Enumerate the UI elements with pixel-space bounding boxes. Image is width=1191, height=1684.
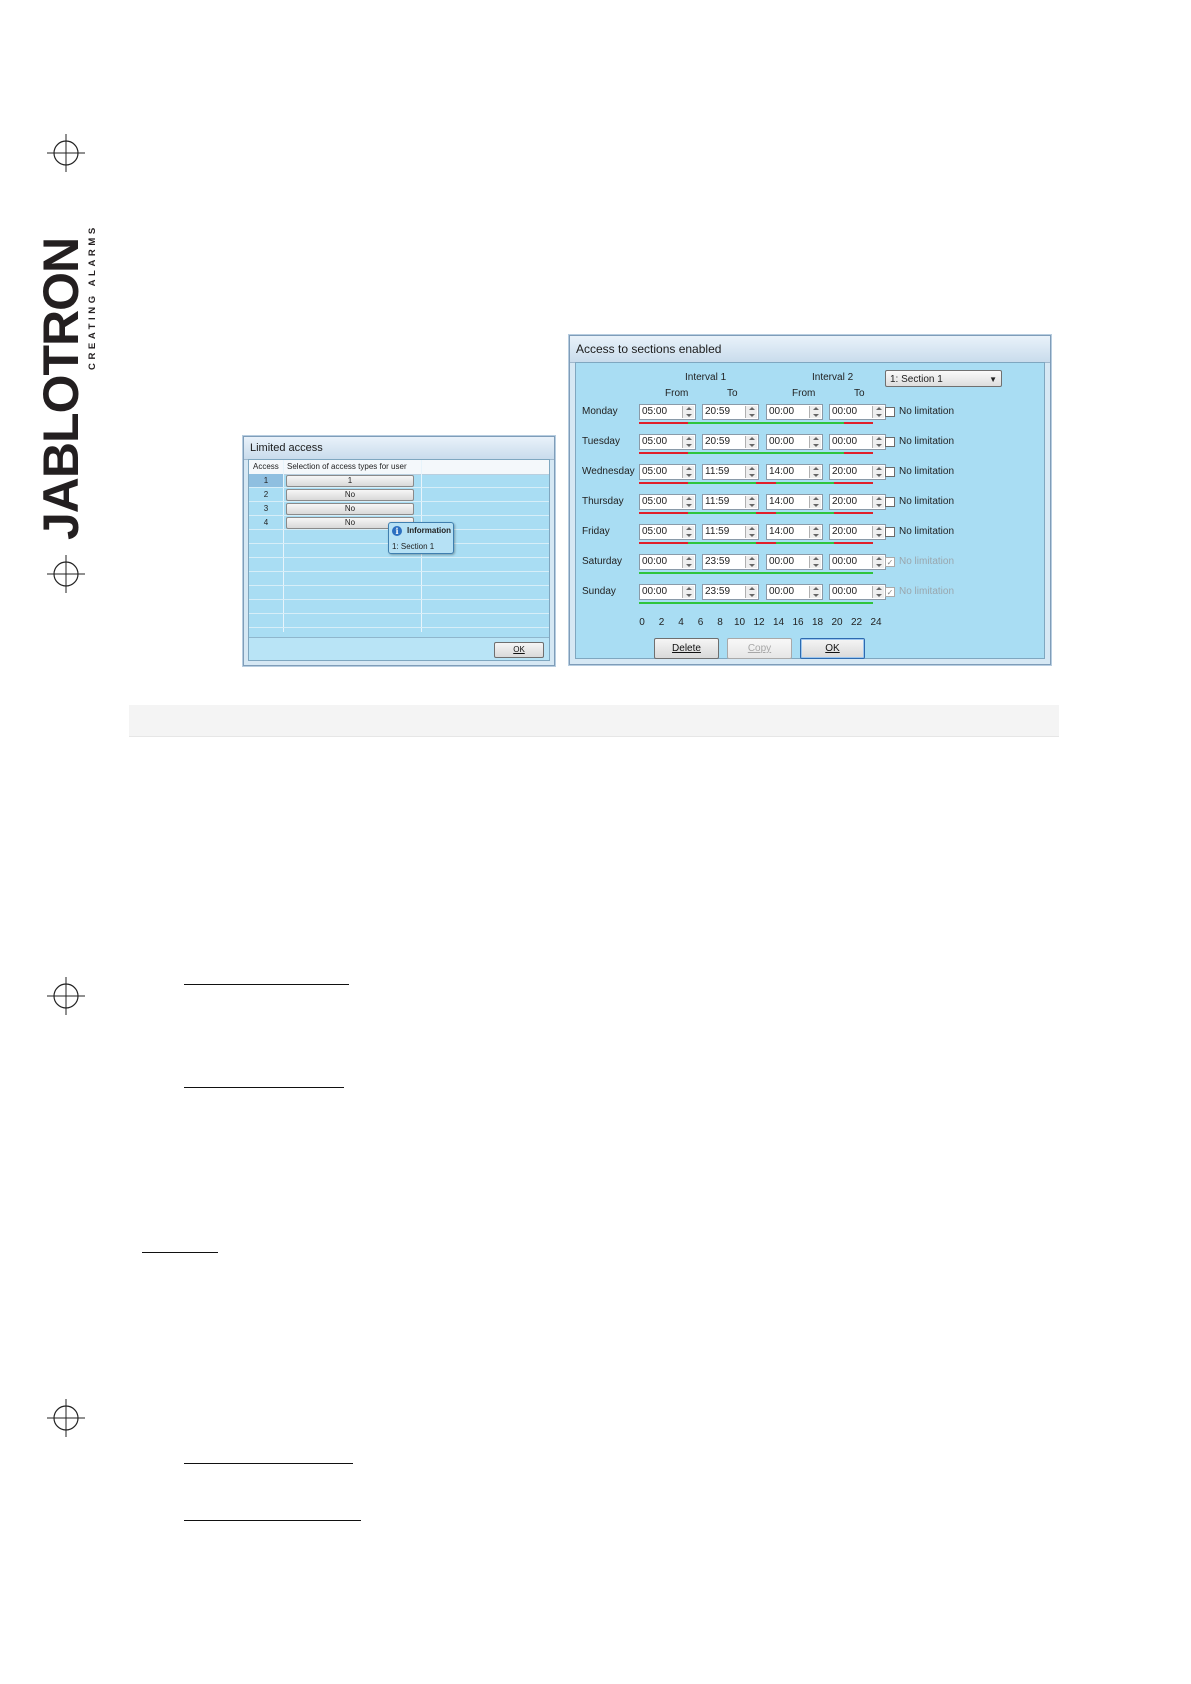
blocked-segment bbox=[639, 542, 688, 544]
access-grid bbox=[249, 460, 549, 632]
logo-wordmark: JABLOTRON bbox=[33, 237, 89, 540]
registration-mark-3 bbox=[47, 977, 85, 1015]
registration-mark-2 bbox=[47, 555, 85, 593]
registration-mark-4 bbox=[47, 1399, 85, 1437]
day-timeline bbox=[639, 602, 873, 604]
blocked-segment bbox=[756, 482, 776, 484]
interval1-from-header: From bbox=[665, 388, 689, 399]
time-field-t2[interactable]: 20:00 bbox=[829, 464, 886, 480]
spinner-icon[interactable] bbox=[745, 556, 757, 568]
interval2-from-header: From bbox=[792, 388, 816, 399]
day-label: Tuesday bbox=[582, 436, 620, 447]
spinner-icon[interactable] bbox=[682, 436, 694, 448]
no-limitation-checkbox[interactable]: ✓ bbox=[886, 558, 894, 567]
access-sections-title: Access to sections enabled bbox=[570, 336, 1050, 363]
table-row bbox=[249, 572, 549, 586]
access-type-button[interactable]: 1 bbox=[286, 475, 414, 487]
limited-access-title: Limited access bbox=[244, 437, 554, 460]
no-limitation-label: No limitation bbox=[899, 436, 955, 447]
access-number[interactable]: 1 bbox=[249, 474, 283, 487]
spinner-icon[interactable] bbox=[872, 436, 884, 448]
blocked-segment bbox=[639, 482, 688, 484]
registration-mark-1 bbox=[47, 134, 85, 172]
spinner-icon[interactable] bbox=[872, 406, 884, 418]
no-limitation-checkbox[interactable]: ✓ bbox=[886, 588, 894, 597]
hour-tick: 14 bbox=[772, 617, 785, 628]
time-field-t2[interactable]: 20:00 bbox=[829, 524, 886, 540]
no-limitation-label: No limitation bbox=[899, 526, 955, 537]
time-field-f1[interactable]: 05:00 bbox=[639, 524, 696, 540]
time-field-f2[interactable]: 00:00 bbox=[766, 434, 823, 450]
time-field-f2[interactable]: 14:00 bbox=[766, 494, 823, 510]
spinner-icon[interactable] bbox=[809, 466, 821, 478]
time-field-t1[interactable]: 11:59 bbox=[702, 494, 759, 510]
access-number[interactable]: 3 bbox=[263, 504, 269, 513]
limited-access-footer bbox=[249, 637, 549, 660]
interval1-header: Interval 1 bbox=[685, 372, 727, 383]
hour-tick: 12 bbox=[753, 617, 765, 628]
time-field-t1[interactable]: 11:59 bbox=[702, 524, 759, 540]
tooltip-text: 1: Section 1 bbox=[392, 542, 435, 551]
no-limitation-label: No limitation bbox=[899, 496, 955, 507]
day-timeline bbox=[639, 422, 873, 424]
day-timeline bbox=[639, 542, 873, 544]
no-limitation-checkbox[interactable] bbox=[885, 437, 895, 447]
spinner-icon[interactable] bbox=[809, 496, 821, 508]
tooltip-title: Information bbox=[407, 526, 451, 535]
no-limitation-checkbox[interactable] bbox=[885, 527, 895, 537]
no-limitation-label: No limitation bbox=[899, 406, 955, 417]
schedule-panel bbox=[575, 362, 1045, 659]
time-field-t1[interactable]: 20:59 bbox=[702, 434, 759, 450]
hour-tick: 8 bbox=[717, 617, 723, 628]
access-type-button[interactable]: No bbox=[286, 503, 414, 515]
time-field-t1[interactable]: 23:59 bbox=[702, 554, 759, 570]
blocked-segment bbox=[844, 452, 873, 454]
limited-access-grid-area bbox=[248, 459, 550, 661]
spinner-icon[interactable] bbox=[745, 406, 757, 418]
table-row bbox=[249, 558, 549, 572]
delete-button[interactable]: Delete bbox=[654, 638, 719, 659]
spinner-icon[interactable] bbox=[872, 556, 884, 568]
hour-tick: 22 bbox=[850, 617, 863, 628]
spinner-icon[interactable] bbox=[872, 586, 884, 598]
day-label: Monday bbox=[582, 406, 618, 417]
access-type-button[interactable]: No bbox=[286, 517, 414, 529]
blocked-segment bbox=[834, 512, 873, 514]
day-timeline bbox=[639, 512, 873, 514]
spinner-icon[interactable] bbox=[682, 406, 694, 418]
underline-rule bbox=[184, 1087, 344, 1088]
time-field-t2[interactable]: 00:00 bbox=[829, 404, 886, 420]
hour-tick: 10 bbox=[733, 617, 746, 628]
blocked-segment bbox=[639, 422, 688, 424]
time-field-f2[interactable]: 00:00 bbox=[766, 554, 823, 570]
spinner-icon[interactable] bbox=[745, 496, 757, 508]
underline-rule bbox=[184, 984, 349, 985]
access-number[interactable]: 2 bbox=[263, 490, 269, 499]
day-label: Friday bbox=[582, 526, 610, 537]
blocked-segment bbox=[834, 542, 873, 544]
table-row bbox=[249, 474, 549, 488]
time-field-f1[interactable]: 05:00 bbox=[639, 494, 696, 510]
blocked-segment bbox=[756, 512, 776, 514]
no-limitation-label: No limitation bbox=[899, 586, 955, 597]
logo-tagline: CREATING ALARMS bbox=[87, 224, 98, 370]
hour-tick: 2 bbox=[658, 617, 665, 628]
spinner-icon[interactable] bbox=[809, 436, 821, 448]
column-selection: Selection of access types for user bbox=[287, 462, 407, 471]
underline-rule bbox=[184, 1463, 353, 1464]
info-icon: i bbox=[392, 526, 402, 536]
hour-tick: 20 bbox=[831, 617, 843, 628]
copy-button[interactable]: Copy bbox=[727, 638, 792, 659]
interval2-to-header: To bbox=[854, 388, 865, 399]
spinner-icon[interactable] bbox=[809, 556, 821, 568]
time-field-f1[interactable]: 00:00 bbox=[639, 584, 696, 600]
spinner-icon[interactable] bbox=[872, 496, 884, 508]
hour-tick: 0 bbox=[639, 617, 645, 628]
hour-tick: 4 bbox=[678, 617, 684, 628]
spinner-icon[interactable] bbox=[872, 466, 884, 478]
table-row bbox=[249, 614, 549, 628]
time-field-f1[interactable]: 05:00 bbox=[639, 464, 696, 480]
no-limitation-checkbox[interactable] bbox=[885, 467, 895, 477]
spinner-icon[interactable] bbox=[745, 526, 757, 538]
spinner-icon[interactable] bbox=[745, 586, 757, 598]
hour-tick: 6 bbox=[697, 617, 704, 628]
time-field-t1[interactable]: 11:59 bbox=[702, 464, 759, 480]
no-limitation-label: No limitation bbox=[899, 466, 955, 477]
spinner-icon[interactable] bbox=[745, 436, 757, 448]
underline-rule bbox=[142, 1252, 218, 1253]
hour-tick: 18 bbox=[811, 617, 824, 628]
jablotron-logo bbox=[33, 224, 102, 540]
day-timeline bbox=[639, 572, 873, 574]
blocked-segment bbox=[834, 482, 873, 484]
spinner-icon[interactable] bbox=[809, 526, 821, 538]
table-row bbox=[249, 586, 549, 600]
spinner-icon[interactable] bbox=[682, 586, 694, 598]
time-field-t2[interactable]: 00:00 bbox=[829, 554, 886, 570]
time-field-f2[interactable]: 14:00 bbox=[766, 464, 823, 480]
day-label: Wednesday bbox=[582, 466, 635, 477]
time-field-t2[interactable]: 00:00 bbox=[829, 434, 886, 450]
information-tooltip bbox=[388, 522, 454, 554]
spinner-icon[interactable] bbox=[809, 586, 821, 598]
blocked-segment bbox=[844, 422, 873, 424]
access-number[interactable]: 4 bbox=[263, 518, 269, 527]
day-label: Thursday bbox=[582, 496, 624, 507]
underline-rule bbox=[184, 1520, 361, 1521]
interval2-header: Interval 2 bbox=[812, 372, 854, 383]
no-limitation-checkbox[interactable] bbox=[885, 497, 895, 507]
day-timeline bbox=[639, 482, 873, 484]
interval1-to-header: To bbox=[727, 388, 738, 399]
day-label: Sunday bbox=[582, 586, 616, 597]
time-field-t1[interactable]: 20:59 bbox=[702, 404, 759, 420]
time-field-t2[interactable]: 00:00 bbox=[829, 584, 886, 600]
blocked-segment bbox=[639, 512, 688, 514]
spinner-icon[interactable] bbox=[872, 526, 884, 538]
ok-button[interactable]: OK bbox=[800, 638, 865, 659]
hour-tick: 24 bbox=[870, 617, 882, 628]
time-field-f1[interactable]: 05:00 bbox=[639, 434, 696, 450]
spinner-icon[interactable] bbox=[809, 406, 821, 418]
section-heading-band bbox=[129, 705, 1059, 737]
chevron-down-icon: ▼ bbox=[989, 375, 997, 384]
table-row bbox=[249, 488, 549, 502]
day-timeline bbox=[639, 452, 873, 454]
limited-access-window bbox=[243, 436, 555, 666]
blocked-segment bbox=[639, 452, 688, 454]
spinner-icon[interactable] bbox=[682, 556, 694, 568]
grid-header bbox=[249, 460, 549, 475]
table-row bbox=[249, 600, 549, 614]
column-access: Access bbox=[253, 462, 279, 471]
hour-tick: 16 bbox=[792, 617, 804, 628]
spinner-icon[interactable] bbox=[682, 526, 694, 538]
access-type-button[interactable]: No bbox=[286, 489, 414, 501]
access-sections-window bbox=[569, 335, 1051, 665]
section-select[interactable]: 1: Section 1 ▼ bbox=[885, 370, 1002, 387]
time-field-t2[interactable]: 20:00 bbox=[829, 494, 886, 510]
no-limitation-checkbox[interactable] bbox=[885, 407, 895, 417]
time-field-t1[interactable]: 23:59 bbox=[702, 584, 759, 600]
ok-button[interactable]: OK bbox=[494, 642, 544, 658]
time-field-f1[interactable]: 05:00 bbox=[639, 404, 696, 420]
day-label: Saturday bbox=[582, 556, 623, 567]
time-field-f2[interactable]: 00:00 bbox=[766, 584, 823, 600]
spinner-icon[interactable] bbox=[682, 466, 694, 478]
time-field-f2[interactable]: 00:00 bbox=[766, 404, 823, 420]
spinner-icon[interactable] bbox=[682, 496, 694, 508]
no-limitation-label: No limitation bbox=[899, 556, 955, 567]
blocked-segment bbox=[756, 542, 776, 544]
spinner-icon[interactable] bbox=[745, 466, 757, 478]
time-field-f2[interactable]: 14:00 bbox=[766, 524, 823, 540]
time-field-f1[interactable]: 00:00 bbox=[639, 554, 696, 570]
table-row bbox=[249, 502, 549, 516]
